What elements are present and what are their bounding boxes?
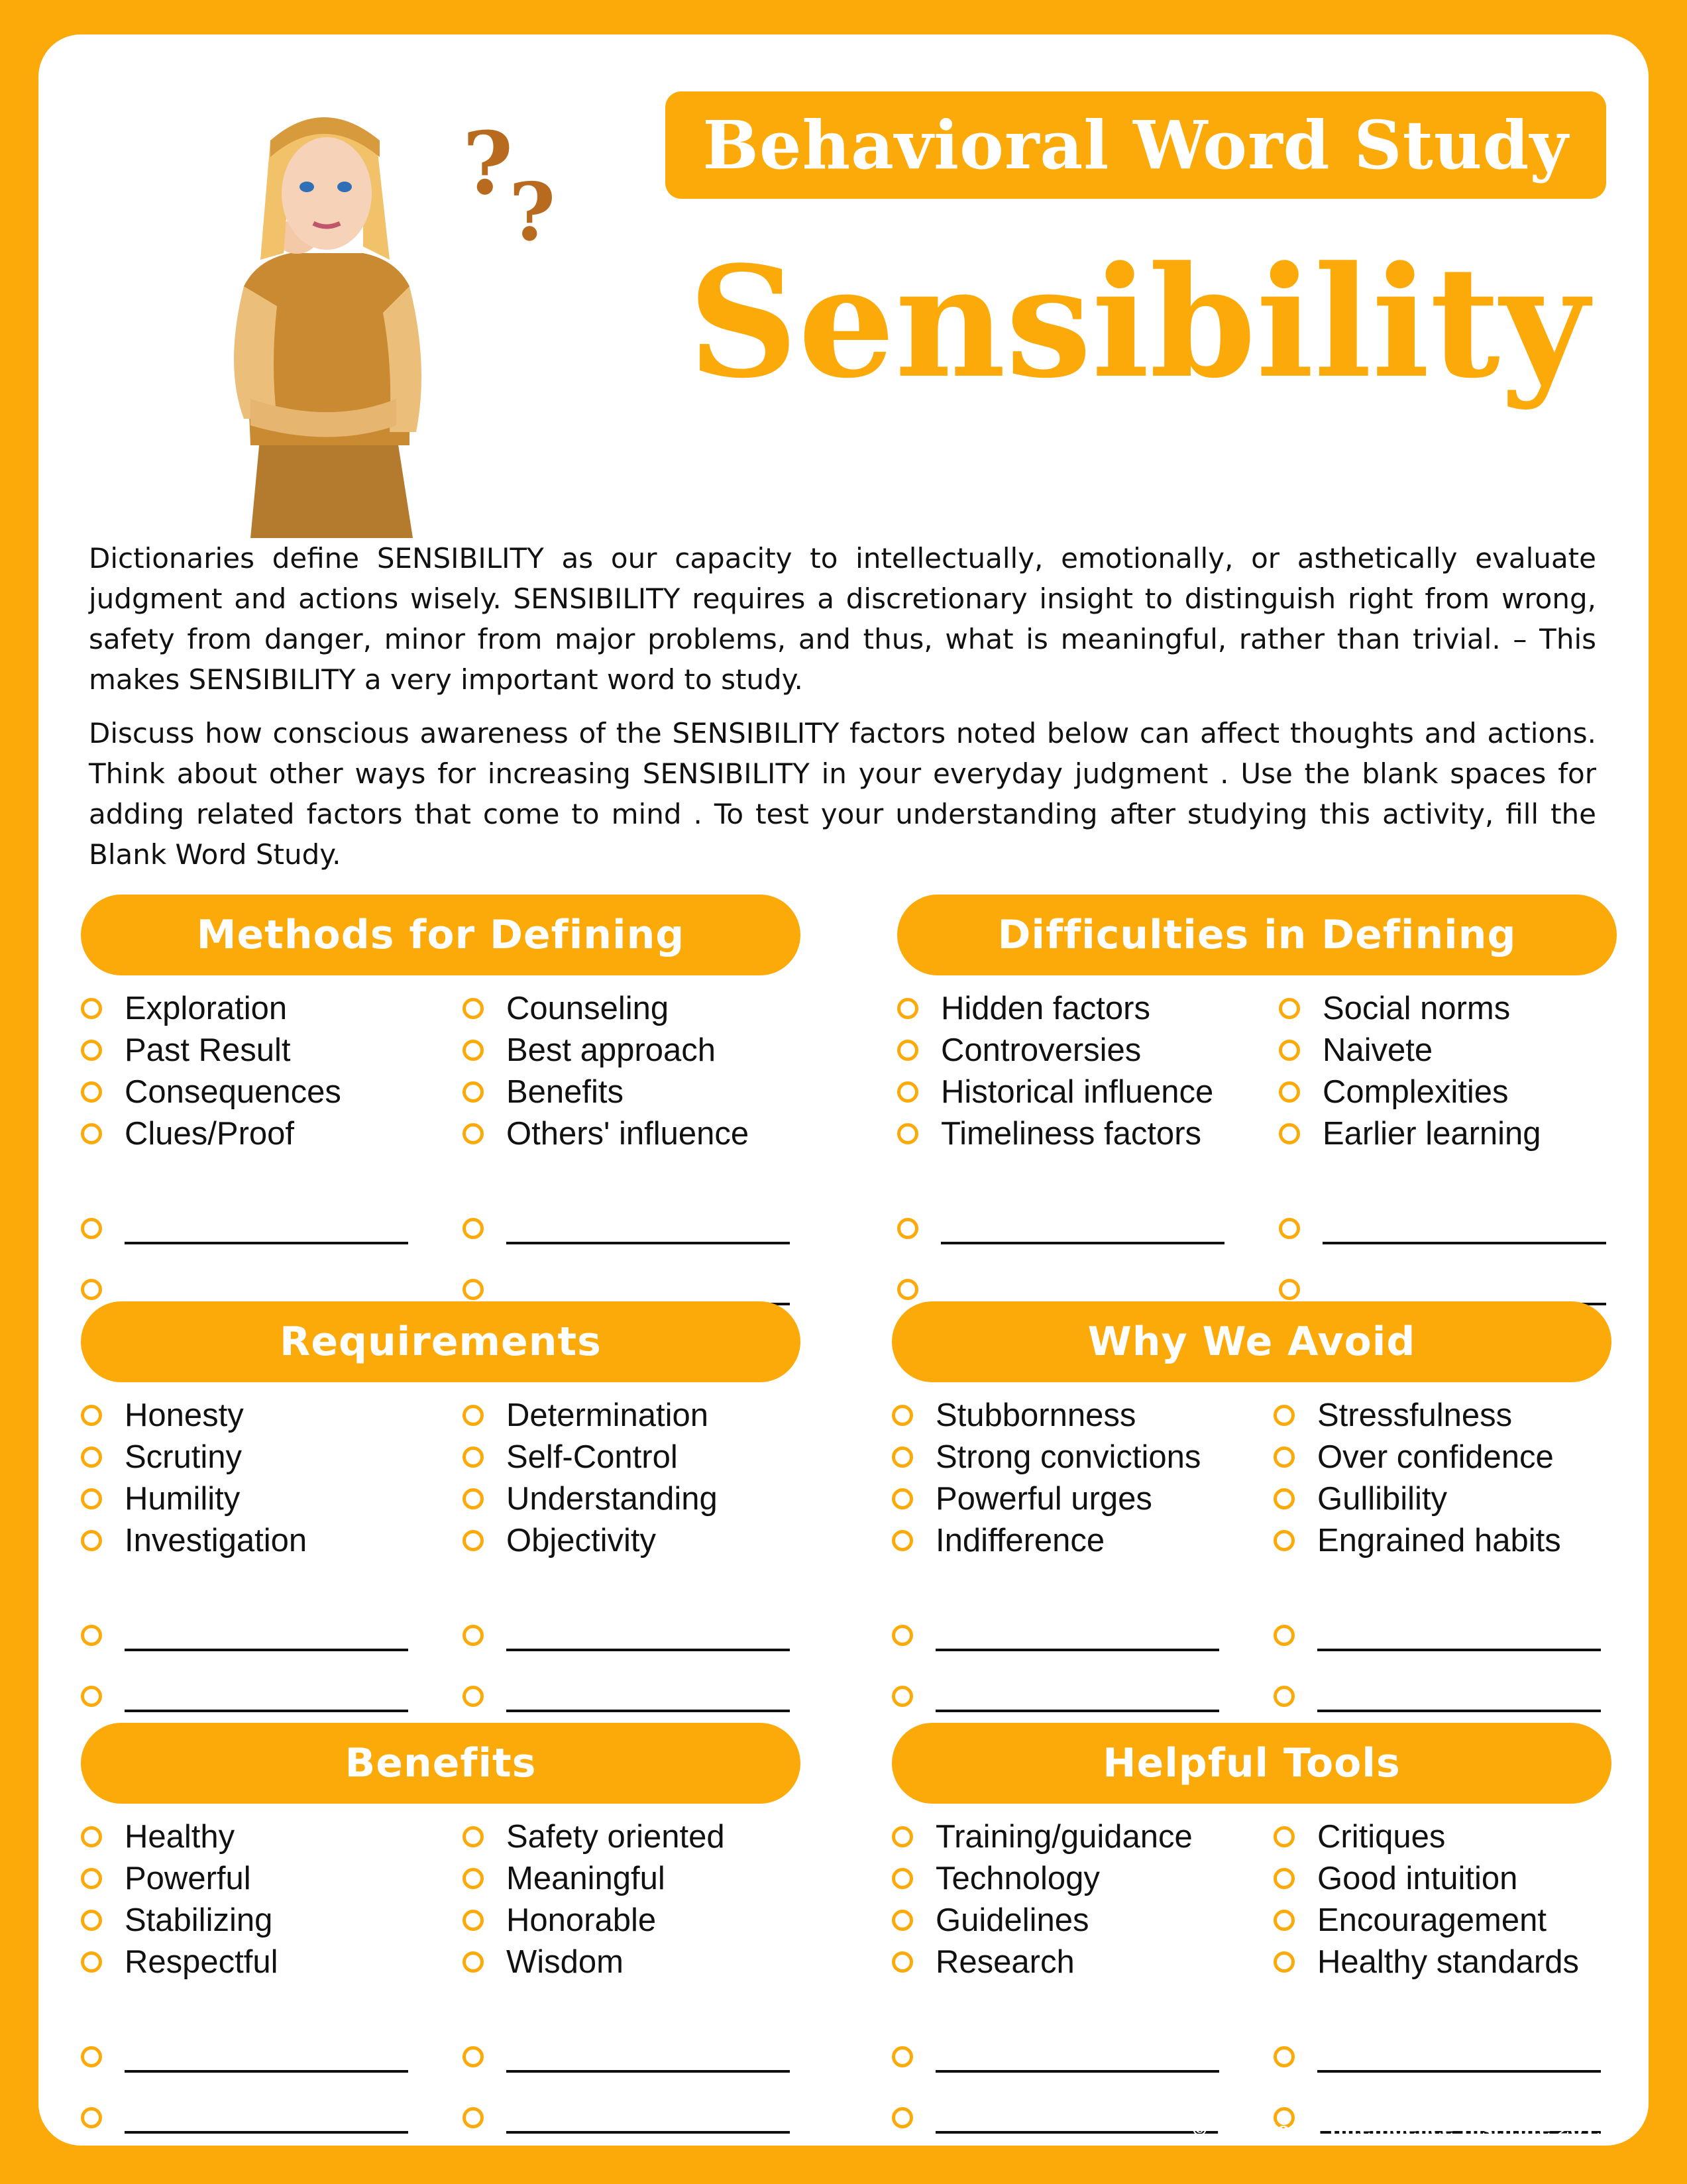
- circle-checkbox-icon[interactable]: [892, 1488, 913, 1509]
- checklist-item[interactable]: [892, 1436, 1250, 1478]
- worksheet-title-badge: Behavioral Word Study: [665, 91, 1606, 199]
- checklist-item-label: Healthy standards: [1317, 1943, 1579, 1980]
- checklist-item[interactable]: [81, 1478, 439, 1519]
- checklist-item-label: Over confidence: [1317, 1439, 1554, 1475]
- section-column-left: [81, 1816, 439, 2134]
- circle-checkbox-icon[interactable]: [897, 1040, 918, 1061]
- section-why-we-avoid: [892, 1301, 1611, 1712]
- circle-checkbox-icon[interactable]: [81, 1447, 102, 1468]
- checklist-item[interactable]: [81, 1071, 439, 1113]
- checklist-item-label: Best approach: [506, 1032, 716, 1068]
- blank-entry[interactable]: [463, 1590, 820, 1651]
- circle-checkbox-icon[interactable]: [1274, 1910, 1295, 1931]
- blank-line[interactable]: [125, 1219, 408, 1244]
- circle-checkbox-icon[interactable]: [463, 1910, 484, 1931]
- checklist-item-label: Healthy: [125, 1818, 235, 1855]
- checklist-item-label: Stabilizing: [125, 1902, 273, 1938]
- circle-checkbox-icon[interactable]: [892, 1910, 913, 1931]
- blank-entry[interactable]: [463, 1651, 820, 1712]
- circle-checkbox-icon[interactable]: [463, 1951, 484, 1973]
- checklist-item-label: Powerful: [125, 1860, 251, 1896]
- checklist-item-label: Clues/Proof: [125, 1115, 295, 1152]
- blank-entry[interactable]: [463, 2073, 820, 2134]
- section-heading: Difficulties in Defining: [897, 895, 1617, 975]
- section-column-left: [892, 1816, 1250, 2134]
- blank-entry[interactable]: [463, 1183, 820, 1244]
- blank-entry[interactable]: [81, 2073, 439, 2134]
- blank-entry[interactable]: [1274, 2012, 1631, 2073]
- circle-checkbox-icon[interactable]: [1279, 1040, 1300, 1061]
- checklist-item[interactable]: [1274, 1436, 1631, 1478]
- blank-entry[interactable]: [463, 2012, 820, 2073]
- circle-checkbox-icon[interactable]: [897, 998, 918, 1019]
- checklist-item[interactable]: [892, 1899, 1250, 1941]
- circle-checkbox-icon[interactable]: [892, 2107, 913, 2128]
- checklist-item-label: Honorable: [506, 1902, 657, 1938]
- blank-entry[interactable]: [81, 1244, 439, 1305]
- circle-checkbox-icon[interactable]: [897, 1123, 918, 1144]
- circle-checkbox-icon[interactable]: [463, 1488, 484, 1509]
- section-heading: Why We Avoid: [892, 1301, 1611, 1382]
- circle-checkbox-icon[interactable]: [81, 1951, 102, 1973]
- section-heading: Benefits: [81, 1723, 800, 1804]
- checklist-item-label: Respectful: [125, 1943, 278, 1980]
- circle-checkbox-icon[interactable]: [81, 1868, 102, 1889]
- blank-line[interactable]: [1317, 2048, 1601, 2073]
- blank-entry[interactable]: [892, 1590, 1250, 1651]
- checklist-item[interactable]: [897, 1029, 1255, 1071]
- checklist-item-label: Timeliness factors: [941, 1115, 1202, 1152]
- checklist-item-label: Investigation: [125, 1522, 307, 1558]
- section-column-right: [1279, 987, 1637, 1305]
- checklist-item-label: Stressfulness: [1317, 1397, 1513, 1433]
- svg-text:?: ?: [463, 113, 514, 214]
- study-word-title: Sensibility: [688, 233, 1589, 412]
- blank-entry[interactable]: [1279, 1244, 1637, 1305]
- copyright-notice: © Emotional Intelligence Institute 2019: [1190, 2118, 1609, 2140]
- circle-checkbox-icon[interactable]: [1274, 2046, 1295, 2067]
- section-column-right: [463, 987, 820, 1305]
- circle-checkbox-icon[interactable]: [892, 1826, 913, 1847]
- circle-checkbox-icon[interactable]: [81, 1530, 102, 1551]
- blank-line[interactable]: [125, 1687, 408, 1712]
- blank-line[interactable]: [506, 2048, 790, 2073]
- checklist-item[interactable]: [463, 1478, 820, 1519]
- blank-entry[interactable]: [892, 2012, 1250, 2073]
- circle-checkbox-icon[interactable]: [463, 1826, 484, 1847]
- blank-line[interactable]: [506, 2108, 790, 2134]
- checklist-item-label: Others' influence: [506, 1115, 749, 1152]
- checklist-item-label: Naivete: [1323, 1032, 1433, 1068]
- circle-checkbox-icon[interactable]: [81, 998, 102, 1019]
- circle-checkbox-icon[interactable]: [1274, 1625, 1295, 1646]
- checklist-item[interactable]: [81, 1857, 439, 1899]
- intro-text: [89, 538, 1596, 888]
- circle-checkbox-icon[interactable]: [1274, 1686, 1295, 1707]
- checklist-item-label: Meaningful: [506, 1860, 665, 1896]
- checklist-item[interactable]: [81, 1816, 439, 1857]
- blank-entry[interactable]: [81, 1183, 439, 1244]
- checklist-item-label: Complexities: [1323, 1073, 1509, 1110]
- checklist-item-label: Social norms: [1323, 990, 1511, 1026]
- circle-checkbox-icon[interactable]: [463, 1405, 484, 1426]
- blank-line[interactable]: [506, 1219, 790, 1244]
- circle-checkbox-icon[interactable]: [463, 1279, 484, 1300]
- blank-line[interactable]: [1317, 1626, 1601, 1651]
- checklist-item[interactable]: [81, 1113, 439, 1154]
- section-requirements: [81, 1301, 800, 1712]
- blank-entry[interactable]: [81, 1590, 439, 1651]
- checklist-item-label: Determination: [506, 1397, 709, 1433]
- intro-paragraph-definition: Dictionaries define SENSIBILITY as our capacity to intellectually, emotionally, or asthetically evaluate judgment and actions wisely. SENSIBILITY requires a discretionary insight to distinguish right from wrong, safety from danger, minor from major problems, and thus, what is meaningful, rather than trivial. – This makes SENSIBILITY a very important word to study.: [89, 542, 1596, 696]
- checklist-item[interactable]: [463, 1071, 820, 1113]
- checklist-item[interactable]: [1279, 987, 1637, 1029]
- circle-checkbox-icon[interactable]: [463, 2046, 484, 2067]
- blank-line[interactable]: [1317, 1687, 1601, 1712]
- checklist-item[interactable]: [1279, 1113, 1637, 1154]
- section-column-left: [892, 1394, 1250, 1712]
- circle-checkbox-icon[interactable]: [81, 1081, 102, 1103]
- checklist-item-label: Exploration: [125, 990, 288, 1026]
- checklist-item-label: Past Result: [125, 1032, 291, 1068]
- blank-entry[interactable]: [897, 1244, 1255, 1305]
- circle-checkbox-icon[interactable]: [81, 1488, 102, 1509]
- circle-checkbox-icon[interactable]: [1274, 1826, 1295, 1847]
- circle-checkbox-icon[interactable]: [897, 1279, 918, 1300]
- circle-checkbox-icon[interactable]: [81, 1625, 102, 1646]
- section-heading: Methods for Defining: [81, 895, 800, 975]
- section-column-left: [897, 987, 1255, 1305]
- circle-checkbox-icon[interactable]: [1274, 1447, 1295, 1468]
- section-benefits: [81, 1723, 800, 2134]
- blank-line[interactable]: [936, 2048, 1219, 2073]
- checklist-item[interactable]: [1274, 1899, 1631, 1941]
- checklist-item[interactable]: [892, 1519, 1250, 1561]
- circle-checkbox-icon[interactable]: [892, 1447, 913, 1468]
- checklist-item-label: Self-Control: [506, 1439, 678, 1475]
- circle-checkbox-icon[interactable]: [81, 1405, 102, 1426]
- blank-entry[interactable]: [1274, 1590, 1631, 1651]
- blank-line[interactable]: [936, 1687, 1219, 1712]
- circle-checkbox-icon[interactable]: [892, 1625, 913, 1646]
- section-helpful-tools: [892, 1723, 1611, 2134]
- checklist-item-label: Powerful urges: [936, 1480, 1152, 1517]
- checklist-item-label: Consequences: [125, 1073, 341, 1110]
- checklist-item-label: Critiques: [1317, 1818, 1446, 1855]
- checklist-item[interactable]: [1274, 1941, 1631, 1983]
- section-difficulties-in-defining: [897, 895, 1617, 1305]
- circle-checkbox-icon[interactable]: [1274, 1530, 1295, 1551]
- circle-checkbox-icon[interactable]: [1274, 1405, 1295, 1426]
- checklist-item[interactable]: [463, 1816, 820, 1857]
- blank-line[interactable]: [506, 1626, 790, 1651]
- checklist-item-label: Gullibility: [1317, 1480, 1448, 1517]
- checklist-item-label: Historical influence: [941, 1073, 1214, 1110]
- circle-checkbox-icon[interactable]: [463, 1123, 484, 1144]
- checklist-item-label: Understanding: [506, 1480, 718, 1517]
- checklist-item[interactable]: [81, 1436, 439, 1478]
- blank-line[interactable]: [941, 1219, 1224, 1244]
- checklist-item-label: Safety oriented: [506, 1818, 725, 1855]
- circle-checkbox-icon[interactable]: [81, 1123, 102, 1144]
- circle-checkbox-icon[interactable]: [463, 1218, 484, 1239]
- checklist-item-label: Humility: [125, 1480, 241, 1517]
- checklist-item[interactable]: [81, 1029, 439, 1071]
- checklist-item-label: Engrained habits: [1317, 1522, 1561, 1558]
- section-methods-for-defining: [81, 895, 800, 1305]
- checklist-item[interactable]: [1274, 1478, 1631, 1519]
- blank-line[interactable]: [1323, 1219, 1606, 1244]
- checklist-item-label: Wisdom: [506, 1943, 624, 1980]
- circle-checkbox-icon[interactable]: [463, 1530, 484, 1551]
- blank-line[interactable]: [125, 2108, 408, 2134]
- circle-checkbox-icon[interactable]: [892, 1951, 913, 1973]
- circle-checkbox-icon[interactable]: [81, 1686, 102, 1707]
- checklist-item-label: Encouragement: [1317, 1902, 1547, 1938]
- checklist-item[interactable]: [897, 1071, 1255, 1113]
- checklist-item[interactable]: [463, 1436, 820, 1478]
- checklist-item[interactable]: [463, 1029, 820, 1071]
- circle-checkbox-icon[interactable]: [892, 1405, 913, 1426]
- circle-checkbox-icon[interactable]: [81, 2107, 102, 2128]
- section-column-left: [81, 1394, 439, 1712]
- blank-line[interactable]: [936, 1626, 1219, 1651]
- checklist-item[interactable]: [892, 1941, 1250, 1983]
- circle-checkbox-icon[interactable]: [463, 1081, 484, 1103]
- checklist-item[interactable]: [897, 1113, 1255, 1154]
- checklist-item-label: Benefits: [506, 1073, 624, 1110]
- checklist-item-label: Good intuition: [1317, 1860, 1518, 1896]
- checklist-item[interactable]: [81, 1519, 439, 1561]
- section-column-left: [81, 987, 439, 1305]
- worksheet-card: [38, 34, 1649, 2146]
- checklist-item[interactable]: [463, 1519, 820, 1561]
- blank-line[interactable]: [125, 2048, 408, 2073]
- checklist-item[interactable]: [463, 1941, 820, 1983]
- blank-line[interactable]: [125, 1626, 408, 1651]
- blank-entry[interactable]: [463, 1244, 820, 1305]
- checklist-item-label: Hidden factors: [941, 990, 1150, 1026]
- checklist-item[interactable]: [81, 1394, 439, 1436]
- section-heading: Requirements: [81, 1301, 800, 1382]
- checklist-item-label: Research: [936, 1943, 1075, 1980]
- blank-line[interactable]: [506, 1687, 790, 1712]
- circle-checkbox-icon[interactable]: [1279, 1123, 1300, 1144]
- circle-checkbox-icon[interactable]: [1274, 1868, 1295, 1889]
- circle-checkbox-icon[interactable]: [897, 1081, 918, 1103]
- checklist-item[interactable]: [1274, 1394, 1631, 1436]
- checklist-item[interactable]: [892, 1857, 1250, 1899]
- blank-entry[interactable]: [892, 1651, 1250, 1712]
- blank-entry[interactable]: [897, 1183, 1255, 1244]
- circle-checkbox-icon[interactable]: [463, 2107, 484, 2128]
- checklist-item-label: Objectivity: [506, 1522, 657, 1558]
- circle-checkbox-icon[interactable]: [892, 1530, 913, 1551]
- checklist-item-label: Technology: [936, 1860, 1100, 1896]
- checklist-item[interactable]: [81, 1899, 439, 1941]
- section-column-right: [1274, 1816, 1631, 2134]
- checklist-item[interactable]: [892, 1816, 1250, 1857]
- circle-checkbox-icon[interactable]: [81, 1910, 102, 1931]
- section-column-right: [463, 1394, 820, 1712]
- checklist-item[interactable]: [892, 1478, 1250, 1519]
- blank-entry[interactable]: [1279, 1183, 1637, 1244]
- circle-checkbox-icon[interactable]: [1279, 1081, 1300, 1103]
- blank-entry[interactable]: [1274, 1651, 1631, 1712]
- checklist-item[interactable]: [1279, 1029, 1637, 1071]
- checklist-item[interactable]: [897, 987, 1255, 1029]
- checklist-item[interactable]: [463, 1857, 820, 1899]
- circle-checkbox-icon[interactable]: [463, 1625, 484, 1646]
- circle-checkbox-icon[interactable]: [892, 1868, 913, 1889]
- blank-line[interactable]: [936, 2108, 1219, 2134]
- circle-checkbox-icon[interactable]: [1279, 1218, 1300, 1239]
- checklist-item[interactable]: [81, 987, 439, 1029]
- checklist-item-label: Scrutiny: [125, 1439, 243, 1475]
- circle-checkbox-icon[interactable]: [1279, 998, 1300, 1019]
- section-heading: Helpful Tools: [892, 1723, 1611, 1804]
- circle-checkbox-icon[interactable]: [81, 1279, 102, 1300]
- checklist-item[interactable]: [463, 1394, 820, 1436]
- checklist-item[interactable]: [1274, 1857, 1631, 1899]
- section-column-right: [1274, 1394, 1631, 1712]
- checklist-item[interactable]: [463, 987, 820, 1029]
- checklist-item[interactable]: [463, 1899, 820, 1941]
- checklist-item-label: Indifference: [936, 1522, 1105, 1558]
- svg-text:?: ?: [509, 166, 556, 259]
- blank-entry[interactable]: [81, 2012, 439, 2073]
- checklist-item[interactable]: [892, 1394, 1250, 1436]
- checklist-item-label: Earlier learning: [1323, 1115, 1541, 1152]
- thinking-girl-illustration: [197, 87, 595, 538]
- circle-checkbox-icon[interactable]: [463, 1686, 484, 1707]
- checklist-item[interactable]: [1274, 1519, 1631, 1561]
- circle-checkbox-icon[interactable]: [463, 1868, 484, 1889]
- checklist-item-label: Training/guidance: [936, 1818, 1193, 1855]
- circle-checkbox-icon[interactable]: [81, 2046, 102, 2067]
- checklist-item[interactable]: [463, 1113, 820, 1154]
- checklist-item-label: Controversies: [941, 1032, 1142, 1068]
- circle-checkbox-icon[interactable]: [463, 1040, 484, 1061]
- circle-checkbox-icon[interactable]: [81, 1218, 102, 1239]
- circle-checkbox-icon[interactable]: [892, 1686, 913, 1707]
- circle-checkbox-icon[interactable]: [463, 998, 484, 1019]
- circle-checkbox-icon[interactable]: [463, 1447, 484, 1468]
- circle-checkbox-icon[interactable]: [1274, 1488, 1295, 1509]
- circle-checkbox-icon[interactable]: [81, 1826, 102, 1847]
- circle-checkbox-icon[interactable]: [897, 1218, 918, 1239]
- checklist-item[interactable]: [1279, 1071, 1637, 1113]
- checklist-item[interactable]: [81, 1941, 439, 1983]
- checklist-item-label: Strong convictions: [936, 1439, 1201, 1475]
- intro-paragraph-instructions: Discuss how conscious awareness of the SENSIBILITY factors noted below can affect thoughts and actions. Think about other ways for increasing SENSIBILITY in your everyday judgment . Use the blank spaces for adding related factors that come to mind . To test your understanding after studying this activity, fill the Blank Word Study.: [89, 717, 1596, 871]
- circle-checkbox-icon[interactable]: [81, 1040, 102, 1061]
- checklist-item-label: Honesty: [125, 1397, 244, 1433]
- checklist-item-label: Counseling: [506, 990, 669, 1026]
- circle-checkbox-icon[interactable]: [1279, 1279, 1300, 1300]
- circle-checkbox-icon[interactable]: [892, 2046, 913, 2067]
- blank-entry[interactable]: [81, 1651, 439, 1712]
- circle-checkbox-icon[interactable]: [1274, 1951, 1295, 1973]
- section-column-right: [463, 1816, 820, 2134]
- checklist-item[interactable]: [1274, 1816, 1631, 1857]
- checklist-item-label: Guidelines: [936, 1902, 1089, 1938]
- checklist-item-label: Stubbornness: [936, 1397, 1136, 1433]
